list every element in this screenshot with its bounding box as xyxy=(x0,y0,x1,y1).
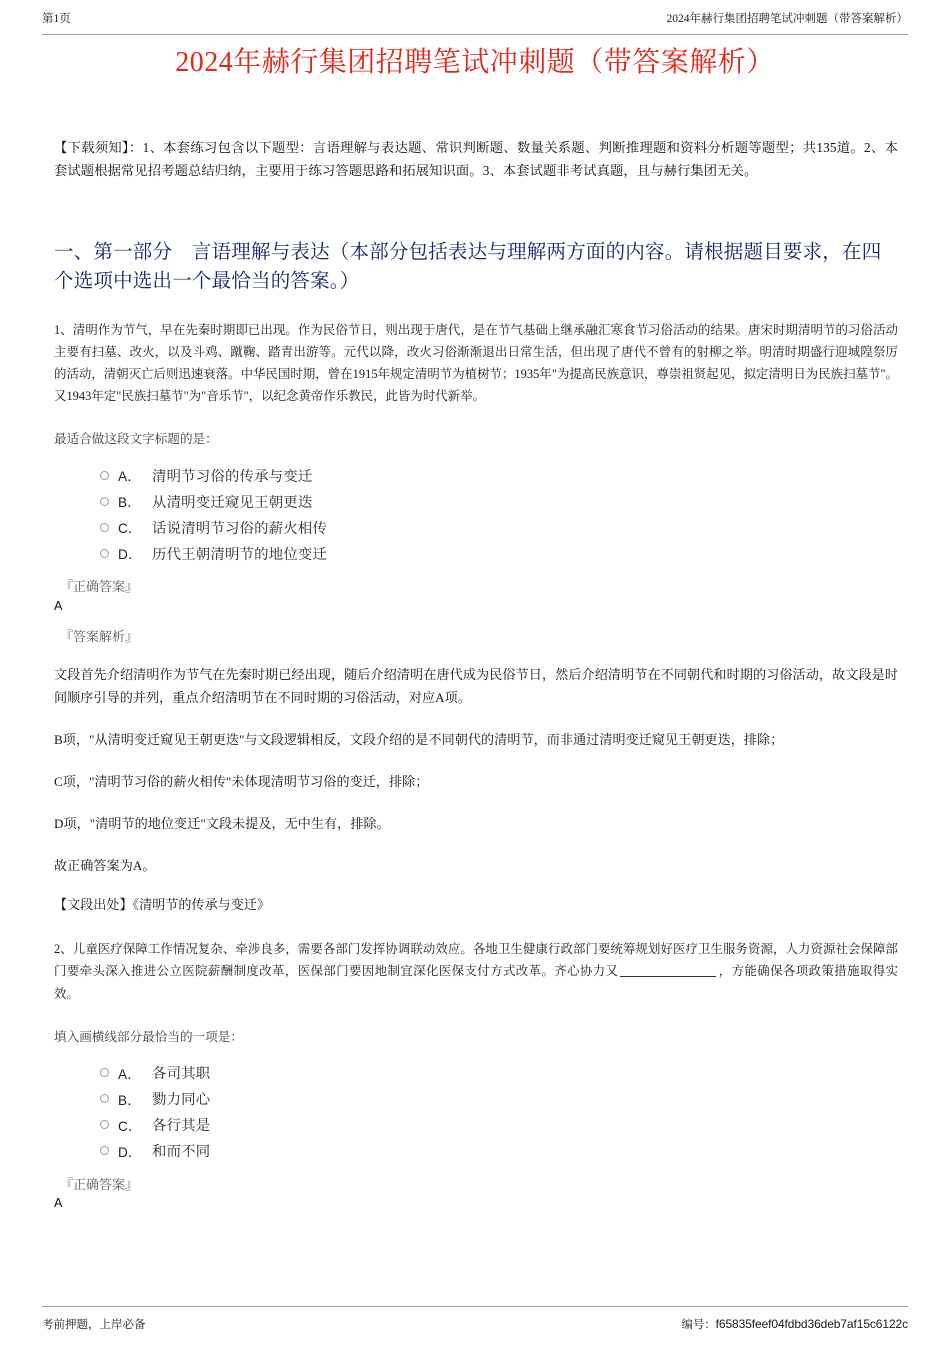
option-text: 勠力同心 xyxy=(152,1092,211,1109)
running-header xyxy=(42,10,908,35)
document-title: 2024年赫行集团招聘笔试冲刺题（带答案解析） xyxy=(175,47,775,78)
question-1-options xyxy=(100,462,898,566)
analysis-paragraph-c: C项，"清明节习俗的薪火相传"未体现清明节习俗的变迁，排除； xyxy=(54,774,429,790)
footer-code-value: f65835feef04fdbd36deb7af15c6122c xyxy=(715,1317,908,1331)
option-b[interactable] xyxy=(100,488,898,514)
option-text: 清明节习俗的传承与变迁 xyxy=(152,468,313,485)
option-text: 各行其是 xyxy=(152,1118,211,1135)
fill-in-blank[interactable] xyxy=(620,976,716,977)
radio-icon[interactable] xyxy=(100,471,109,480)
option-letter: C． xyxy=(118,1118,142,1134)
question-2 xyxy=(54,938,898,1213)
footer-code-label: 编号： xyxy=(681,1319,716,1331)
option-letter: D． xyxy=(118,547,142,563)
question-2-answer-label: 『正确答案』 xyxy=(60,1176,139,1192)
radio-icon[interactable] xyxy=(100,1094,109,1103)
running-header-title: 2024年赫行集团招聘笔试冲刺题（带答案解析） xyxy=(666,13,908,25)
option-text: 历代王朝清明节的地位变迁 xyxy=(152,546,328,563)
analysis-paragraph-d: D项，"清明节的地位变迁"文段未提及，无中生有，排除。 xyxy=(54,816,390,832)
running-footer xyxy=(42,1306,908,1332)
option-letter: A． xyxy=(118,1066,142,1082)
question-2-options xyxy=(100,1060,898,1164)
document-content xyxy=(54,137,898,1213)
section-heading: 一、第一部分 言语理解与表达（本部分包括表达与理解两方面的内容。请根据题目要求，在四个选项中选出一个最恰当的答案。） xyxy=(54,241,882,293)
question-2-stem-before-blank: 2、儿童医疗保障工作情况复杂、牵涉良多，需要各部门发挥协调联动效应。各地卫生健康行政部门要统筹规划好医疗卫生服务资源，人力资源社会保障部门要牵头深入推进公立医院薪酬制度改革，医保部门要因地制宜深化医保支付方式改革。齐心协力又 xyxy=(54,942,898,979)
question-1-prompt: 最适合做这段文字标题的是： xyxy=(54,432,218,447)
option-letter: C． xyxy=(118,521,142,537)
radio-icon[interactable] xyxy=(100,549,109,558)
question-2-prompt: 填入画横线部分最恰当的一项是： xyxy=(54,1029,243,1044)
question-1-analysis-label: 『答案解析』 xyxy=(60,628,139,644)
option-b[interactable] xyxy=(100,1086,898,1112)
option-d[interactable] xyxy=(100,540,898,566)
option-a[interactable] xyxy=(100,462,898,488)
option-letter: D． xyxy=(118,1144,142,1160)
option-c[interactable] xyxy=(100,514,898,540)
download-notice: 【下载须知】：1、本套练习包含以下题型：言语理解与表达题、常识判断题、数量关系题、判断推理题和资料分析题等题型；共135道。2、本套试题根据常见招考题总结归纳，主要用于练习答题思路和拓展知识面。3、本套试题非考试真题，且与赫行集团无关。 xyxy=(54,140,898,178)
option-letter: B． xyxy=(118,1092,142,1108)
option-a[interactable] xyxy=(100,1060,898,1086)
option-d[interactable] xyxy=(100,1138,898,1164)
analysis-paragraph-b: B项，"从清明变迁窥见王朝更迭"与文段逻辑相反，文段介绍的是不同朝代的清明节，而非通过清明变迁窥见王朝更迭，排除； xyxy=(54,732,784,748)
option-c[interactable] xyxy=(100,1112,898,1138)
question-1-stem: 1、清明作为节气，早在先秦时期即已出现。作为民俗节日，则出现于唐代，是在节气基础上继承融汇寒食节习俗活动的结果。唐宋时期清明节的习俗活动主要有扫墓、改火，以及斗鸡、蹴鞠、踏青出游等。元代以降，改火习俗渐渐退出日常生活，但出现了唐代不曾有的射柳之举。明清时期盛行迎城隍祭厉的活动，清朝灭亡后则迅速衰落。中华民国时期，曾在1915年规定清明节为植树节；1935年"为提高民族意识，尊崇祖贤起见，拟定清明日为民族扫墓节"。又1943年定"民族扫墓节"为"音乐节"，以纪念黄帝作乐教民，此皆为时代新举。 xyxy=(54,322,898,404)
question-1-source: 【文段出处】《清明节的传承与变迁》 xyxy=(54,897,271,913)
radio-icon[interactable] xyxy=(100,497,109,506)
analysis-conclusion: 故正确答案为A。 xyxy=(54,858,156,874)
question-2-stem xyxy=(54,938,898,1004)
footer-slogan: 考前押题，上岸必备 xyxy=(42,1319,146,1331)
radio-icon[interactable] xyxy=(100,523,109,532)
question-1-answer-value: A xyxy=(54,598,63,613)
radio-icon[interactable] xyxy=(100,1120,109,1129)
option-text: 从清明变迁窥见王朝更迭 xyxy=(152,494,313,511)
option-text: 话说清明节习俗的薪火相传 xyxy=(152,520,328,537)
option-text: 和而不同 xyxy=(152,1144,211,1161)
radio-icon[interactable] xyxy=(100,1068,109,1077)
question-1 xyxy=(54,319,898,916)
option-letter: A． xyxy=(118,469,142,485)
page-number-marker: 第1页 xyxy=(42,13,71,25)
question-1-answer-label: 『正确答案』 xyxy=(60,579,139,595)
option-text: 各司其职 xyxy=(152,1066,211,1083)
footer-code xyxy=(681,1316,908,1332)
option-letter: B． xyxy=(118,495,142,511)
analysis-paragraph-main: 文段首先介绍清明作为节气在先秦时期已经出现，随后介绍清明在唐代成为民俗节日，然后介绍清明节在不同朝代和时期的习俗活动，故文段是时间顺序引导的并列，重点介绍清明节在不同时期的习俗活动，对应A项。 xyxy=(54,667,898,706)
question-2-stem-after-blank: ，方能确保各项政策措施取得实效。 xyxy=(54,964,899,1001)
radio-icon[interactable] xyxy=(100,1146,109,1155)
question-2-answer-value: A xyxy=(54,1196,63,1211)
